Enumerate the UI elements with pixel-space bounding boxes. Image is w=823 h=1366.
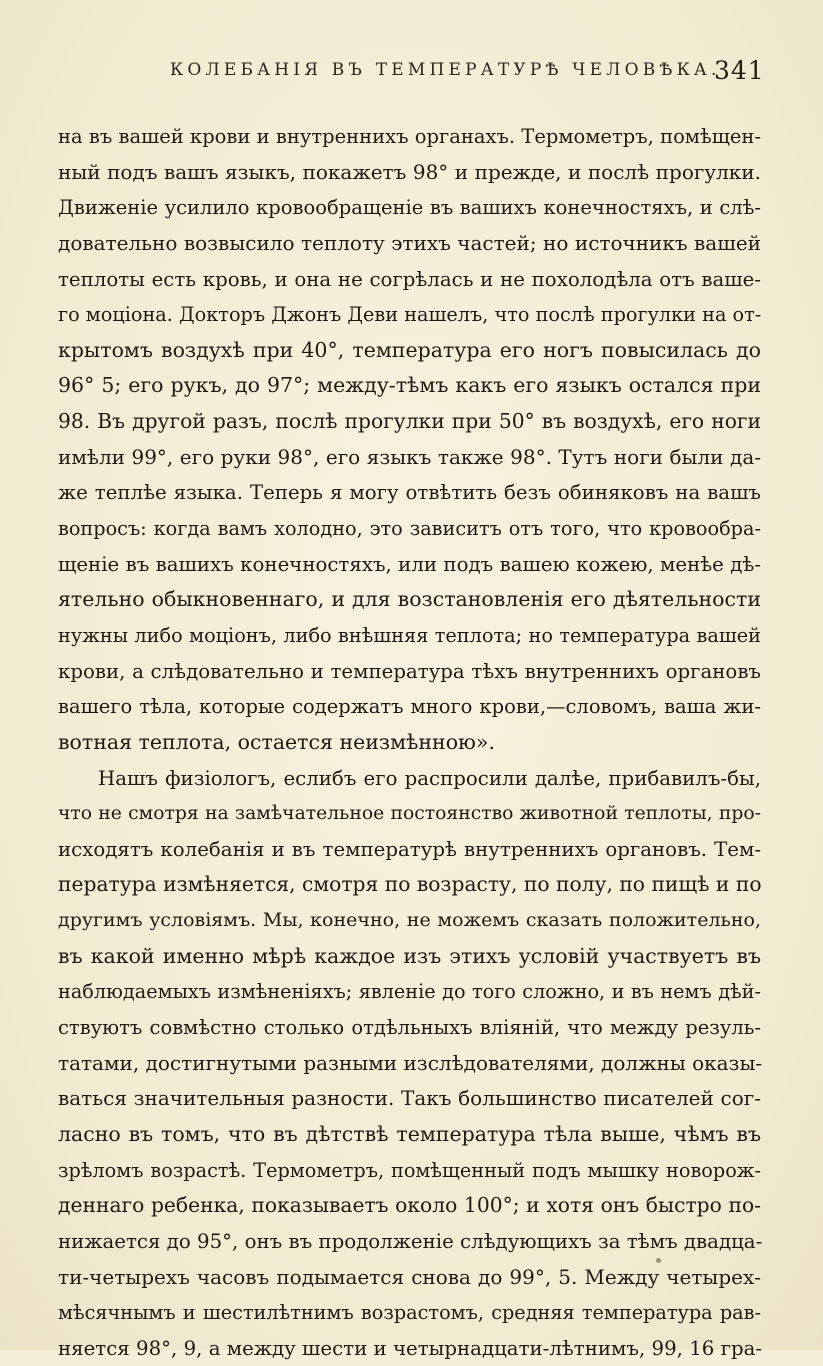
- text-line: на въ вашей крови и внутреннихъ органахъ. Термометръ, помѣщен-: [58, 125, 761, 148]
- text-line: имѣли 99°, его руки 98°, его языкъ также 98°. Тутъ ноги были да-: [58, 444, 761, 469]
- text-line: пература измѣняется, смотря по возрасту, по полу, по пищѣ и по: [58, 872, 762, 897]
- text-line: въ какой именно мѣрѣ каждое изъ этихъ условій участвуетъ въ: [58, 943, 761, 968]
- text-line: нижается до 95°, онъ въ продолженіе слѣдующихъ за тѣмъ двадца-: [58, 1229, 763, 1253]
- text-line: ти-четырехъ часовъ подымается снова до 99°, 5. Между четырех-: [58, 1264, 761, 1289]
- text-line: го моціона. Докторъ Джонъ Деви нашелъ, что послѣ прогулки на от-: [58, 303, 762, 327]
- text-line: вашего тѣла, которые содержатъ много крови,—словомъ, ваша жи-: [58, 695, 761, 719]
- text-line: вотная теплота, остается неизмѣнною».: [58, 729, 495, 754]
- text-line: нужны либо моціонъ, либо внѣшняя теплота; но температура вашей: [58, 623, 761, 647]
- text-line: ятельно обыкновеннаго, и для возстановленія его дѣятельности: [58, 587, 761, 612]
- text-line: же теплѣе языка. Теперь я могу отвѣтить безъ обиняковъ на вашъ: [58, 481, 761, 505]
- text-line: щеніе въ вашихъ конечностяхъ, или подъ вашею кожею, менѣе дѣ-: [58, 552, 761, 576]
- text-line: что не смотря на замѣчательное постоянство животной теплоты, про-: [58, 803, 761, 825]
- text-line: мѣсячнымъ и шестилѣтнимъ возрастомъ, средняя температура рав-: [58, 1301, 761, 1325]
- text-line: ласно въ томъ, что въ дѣтствѣ температура тѣла выше, чѣмъ въ: [58, 1121, 761, 1146]
- text-line: няется 98°, 9, а между шести и четырнадцати-лѣтнимъ, 99, 16 гра-: [58, 1336, 763, 1360]
- text-line: ный подъ вашъ языкъ, покажетъ 98° и прежде, и послѣ прогулки.: [58, 159, 761, 184]
- ink-speck: [656, 1258, 661, 1263]
- text-line: ствуютъ совмѣстно столько отдѣльныхъ вліяній, что между резуль-: [58, 1016, 761, 1040]
- text-line: теплоты есть кровь, и она не согрѣлась и не похолодѣла отъ ваше-: [58, 267, 761, 291]
- text-line: другимъ условіямъ. Мы, конечно, не можемъ сказать положительно,: [58, 909, 761, 932]
- text-line: татами, достигнутыми разными изслѣдователями, должны оказы-: [58, 1050, 763, 1075]
- text-line: Нашъ физіологъ, еслибъ его распросили далѣе, прибавилъ-бы,: [98, 766, 761, 790]
- text-line: наблюдаемыхъ измѣненіяхъ; явленіе до того сложно, и въ немъ дѣй-: [58, 980, 761, 1004]
- running-title: КОЛЕБАНІЯ ВЪ ТЕМПЕРАТУРѢ ЧЕЛОВѢКА.: [170, 60, 721, 80]
- text-line: ваться значительныя разности. Такъ большинство писателей сог-: [58, 1086, 761, 1111]
- text-line: исходятъ колебанія и въ температурѣ внутреннихъ органовъ. Тем-: [58, 837, 761, 861]
- page-number: 341: [714, 56, 765, 85]
- text-line: 96° 5; его рукъ, до 97°; между-тѣмъ какъ его языкъ остался при: [58, 373, 761, 398]
- text-line: крови, а слѣдовательно и температура тѣхъ внутреннихъ органовъ: [58, 659, 761, 683]
- text-line: деннаго ребенка, показываетъ около 100°; и хотя онъ быстро по-: [58, 1193, 761, 1218]
- body-text: [58, 119, 761, 1366]
- text-line: Движеніе усилило кровообращеніе въ вашихъ конечностяхъ, и слѣ-: [58, 196, 761, 220]
- text-line: вопросъ: когда вамъ холодно, это зависитъ отъ того, что кровообра-: [58, 517, 761, 541]
- text-line: зрѣломъ возрастѣ. Термометръ, помѣщенный подъ мышку новорож-: [58, 1158, 761, 1182]
- text-line: 98. Въ другой разъ, послѣ прогулки при 50° въ воздухѣ, его ноги: [58, 409, 761, 434]
- text-line: довательно возвысило теплоту этихъ частей; но источникъ вашей: [58, 230, 761, 255]
- text-line: крытомъ воздухѣ при 40°, температура его ногъ повысилась до: [58, 337, 761, 362]
